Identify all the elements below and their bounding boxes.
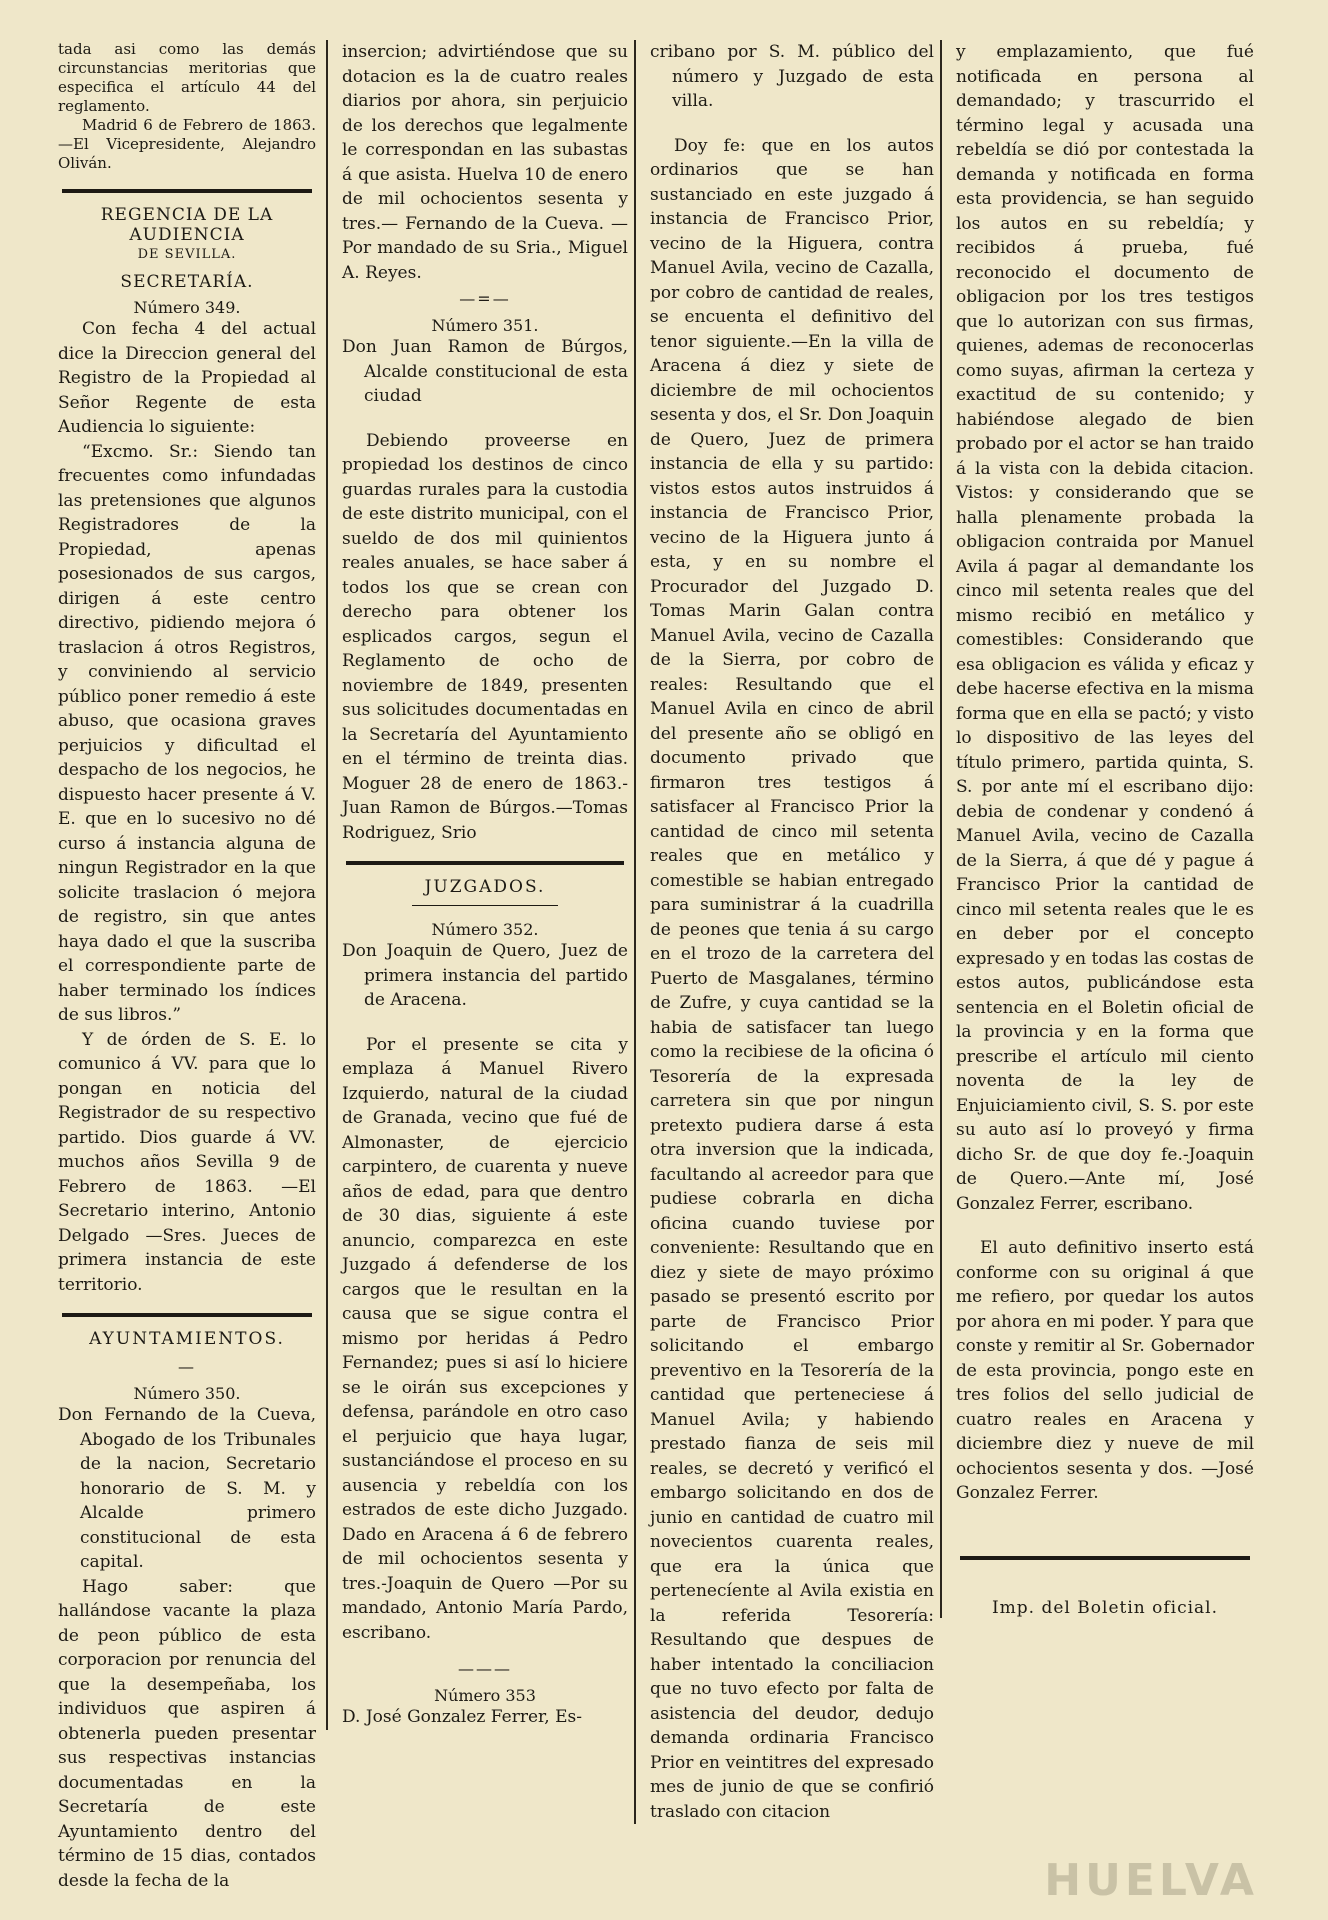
notice-number-351: Número 351. — [431, 316, 539, 335]
separator: —=— — [459, 289, 511, 308]
secretaria-heading: SECRETARÍA. — [120, 272, 254, 292]
notice-350-header: Don Fernando de la Cueva, Abogado de los Tribunales de la nacion, Secretario honorario de S. M. y Alcalde primero constitucional de esta capital. — [58, 1405, 316, 1572]
notice-350-body: Hago saber: que hallándose vacante la plaza de peon público de esta corporacion por renuncia del que la desempeñaba, los individuos que aspiren á obtenerla pueden presentar sus respectivas instancias documentadas en la Secretaría de este Ayuntamiento dentro del término de 15 dias, contados desde la fecha de la — [58, 1576, 316, 1891]
regencia-heading: REGENCIA DE LA AUDIENCIA — [100, 205, 274, 245]
intro-fragment: tada asi como las demás circunstancias meritorias que especifica el artículo 44 del reglamento. — [58, 40, 316, 115]
section-rule — [960, 1556, 1250, 1560]
columns — [52, 40, 1314, 1893]
column-2 — [326, 40, 634, 1730]
madrid-signature: Madrid 6 de Febrero de 1863. —El Vicepresidente, Alejandro Oliván. — [58, 116, 316, 172]
notice-352-header: Don Joaquin de Quero, Juez de primera instancia del partido de Aracena. — [342, 941, 628, 1010]
notice-350-continuation: insercion; advirtiéndose que su dotacion es la de cuatro reales diarios por ahora, sin perjuicio de los derechos que legalmente le correspondan en las subastas á que asista. Huelva 10 de enero de mil ochocientos sesenta y tres.— Fernando de la Cueva. —Por mandado de su Sria., Miguel A. Reyes. — [342, 42, 628, 283]
column-3 — [634, 40, 940, 1824]
section-rule — [62, 1313, 312, 1317]
separator: ——— — [458, 1659, 512, 1678]
notice-number-353: Número 353 — [434, 1686, 536, 1705]
notice-349-quote: “Excmo. Sr.: Siendo tan frecuentes como infundadas las pretensiones que algunos Registradores de la Propiedad, apenas posesionados de sus cargos, dirigen á este centro directivo, pidiendo mejora ó traslacion á otros Registros, y conviniendo al servicio público poner remedio á este abuso, que ocasiona graves perjuicios y dificultad el despacho de los negocios, he dispuesto hacer presente á V. E. que en lo sucesivo no dé curso á instancia alguna de ningun Registrador en la que solicite traslacion ó mejora de registro, sin que antes haya dado el que la suscriba el correspondiente parte de haber terminado los índices de sus libros.” — [58, 441, 316, 1025]
column-4 — [940, 40, 1260, 1618]
section-rule — [346, 861, 624, 865]
notice-351-body: Debiendo proveerse en propiedad los destinos de cinco guardas rurales para la custodia de este distrito municipal, con el sueldo de dos mil quinientos reales anuales, se hace saber á todos los que se crean con derecho para obtener los esplicados cargos, segun el Reglamento de ocho de noviembre de 1849, presenten sus solicitudes documentadas en la Secretaría del Ayuntamiento en el término de treinta dias. Moguer 28 de enero de 1863.-Juan Ramon de Búrgos.—Tomas Rodriguez, Srio — [342, 430, 628, 843]
notice-353-header-continuation: cribano por S. M. público del número y Juzgado de esta villa. — [650, 42, 934, 111]
section-rule — [62, 189, 312, 193]
notice-349-intro: Con fecha 4 del actual dice la Direccion general del Registro de la Propiedad al Señor Regente de esta Audiencia lo siguiente: — [58, 319, 316, 437]
notice-353-body: Doy fe: que en los autos ordinarios que se han sustanciado en este juzgado á instancia de Francisco Prior, vecino de la Higuera, contra Manuel Avila, vecino de Cazalla, por cobro de cantidad de reales, se encuenta el definitivo del tenor siguiente.—En la villa de Aracena á diez y siete de diciembre de mil ochocientos sesenta y dos, el Sr. Don Joaquin de Quero, Juez de primera instancia de ella y su partido: vistos estos autos instruidos á instancia de Francisco Prior, vecino de la Higuera junto á esta, y en su nombre el Procurador del Juzgado D. Tomas Marin Galan contra Manuel Avila, vecino de Cazalla de la Sierra, por cobro de reales: Resultando que el Manuel Avila en cinco de abril del presente año se obligó en documento privado que firmaron tres testigos á satisfacer al Francisco Prior la cantidad de cinco mil setenta reales que en metálico y comestible se habian entregado para suministrar á la cuadrilla de peones que tenia á su cargo en el trozo de la carretera del Puerto de Masgalanes, término de Zufre, y cuya cantidad se la habia de satisfacer tan luego como la recibiese de la oficina ó Tesorería de la expresada carretera sin que por ningun pretexto pudiera darse á esta otra inversion que la indicada, facultando al acreedor para que pudiese cobrarla en dicha oficina cuando tuviese por conveniente: Resultando que en diez y siete de mayo próximo pasado se presentó escrito por parte de Francisco Prior solicitando el embargo preventivo en la Tesorería de la cantidad que perteneciese á Manuel Avila; y habiendo prestado fianza de seis mil reales, se decretó y verificó el embargo solicitando en dos de junio en cantidad de cuatro mil novecientos cuarenta reales, que era la única que pertenecíente al Avila existia en la referida Tesorería: Resultando que despues de haber intentado la conciliacion que no tuvo efecto por falta de asistencia del deudor, dedujo demanda ordinaria Francisco Prior en veintitres del expresado mes de junio de que se confirió traslado con citacion — [650, 135, 934, 1822]
column-1 — [52, 40, 326, 1893]
printer-imprint: Imp. del Boletin oficial. — [991, 1597, 1219, 1618]
notice-number-352: Número 352. — [431, 920, 539, 939]
ayuntamientos-heading: AYUNTAMIENTOS. — [89, 1329, 285, 1349]
notice-351-header: Don Juan Ramon de Búrgos, Alcalde constitucional de esta ciudad — [342, 337, 628, 406]
notice-353-body-continuation: y emplazamiento, que fué notificada en persona al demandado; y trascurrido el término legal y acusada una rebeldía se dió por contestada la demanda y notificada en forma esta providencia, se han seguido los autos en su rebeldía; y recibidos á prueba, fué reconocido el documento de obligacion por los tres testigos que lo autorizan con sus firmas, quienes, ademas de reconocerlas como suyas, afirman la certeza y exactitud de su contenido; y habiéndose alegado de bien probado por el actor se han traido á la vista con la debida citacion. Vistos: y considerando que se halla plenamente probada la obligacion contraida por Manuel Avila á pagar al demandante los cinco mil setenta reales que del mismo recibió en metálico y comestibles: Considerando que esa obligacion es válida y eficaz y debe hacerse efectiva en la misma forma que en ella se pactó; y visto lo dispositivo de las leyes del título primero, partida quinta, S. S. por ante mí el escribano dijo: debia de condenar y condenó á Manuel Avila, vecino de Cazalla de la Sierra, á que dé y pague á Francisco Prior la cantidad de cinco mil setenta reales que le es en deber por el concepto expresado y en todas las costas de estos autos, publicándose esta sentencia en el Boletin oficial de la provincia y en la forma que prescribe el artículo mil ciento noventa de la ley de Enjuiciamiento civil, S. S. por este su auto así lo proveyó y firma dicho Sr. de que doy fe.-Joaquin de Quero.—Ante mí, José Gonzalez Ferrer, escribano. — [956, 42, 1254, 1214]
juzgados-heading: JUZGADOS. — [424, 877, 546, 897]
separator: — — [178, 1357, 196, 1376]
notice-353-certification: El auto definitivo inserto está conforme con su original á que me refiero, por quedar los autos por ahora en mi poder. Y para que conste y remitir al Sr. Gobernador de esta provincia, pongo este en tres folios del sello judicial de cuatro reales en Aracena y diciembre diez y nueve de mil ochocientos sesenta y dos. —José Gonzalez Ferrer. — [956, 1238, 1254, 1503]
regencia-subheading: DE SEVILLA. — [137, 247, 237, 262]
notice-352-body: Por el presente se cita y emplaza á Manuel Rivero Izquierdo, natural de la ciudad de Granada, vecino que fué de Almonaster, de ejercicio carpintero, de cuarenta y nueve años de edad, para que dentro de 30 dias, siguiente á este anuncio, comparezca en este Juzgado á defenderse de los cargos que le resultan en la causa que se sigue contra el mismo por heridas á Pedro Fernandez; pues si así lo hiciere se le oirán sus excepciones y defensa, parándole en otro caso el perjuicio que haya lugar, sustanciándose el proceso en su ausencia y rebeldía con los estrados de este dicho Juzgado. Dado en Aracena á 6 de febrero de mil ochocientos sesenta y tres.-Joaquin de Quero —Por su mandado, Antonio María Pardo, escribano. — [342, 1034, 628, 1643]
notice-number-349: Número 349. — [133, 298, 241, 317]
separator — [412, 905, 558, 906]
notice-349-closing: Y de órden de S. E. lo comunico á VV. para que lo pongan en noticia del Registrador de su respectivo partido. Dios guarde á VV. muchos años Sevilla 9 de Febrero de 1863. —El Secretario interino, Antonio Delgado —Sres. Jueces de primera instancia de este territorio. — [58, 1029, 316, 1295]
watermark-logo: HUELVA — [1044, 1855, 1258, 1906]
notice-353-header: D. José Gonzalez Ferrer, Es- — [342, 1707, 582, 1727]
notice-number-350: Número 350. — [133, 1384, 241, 1403]
